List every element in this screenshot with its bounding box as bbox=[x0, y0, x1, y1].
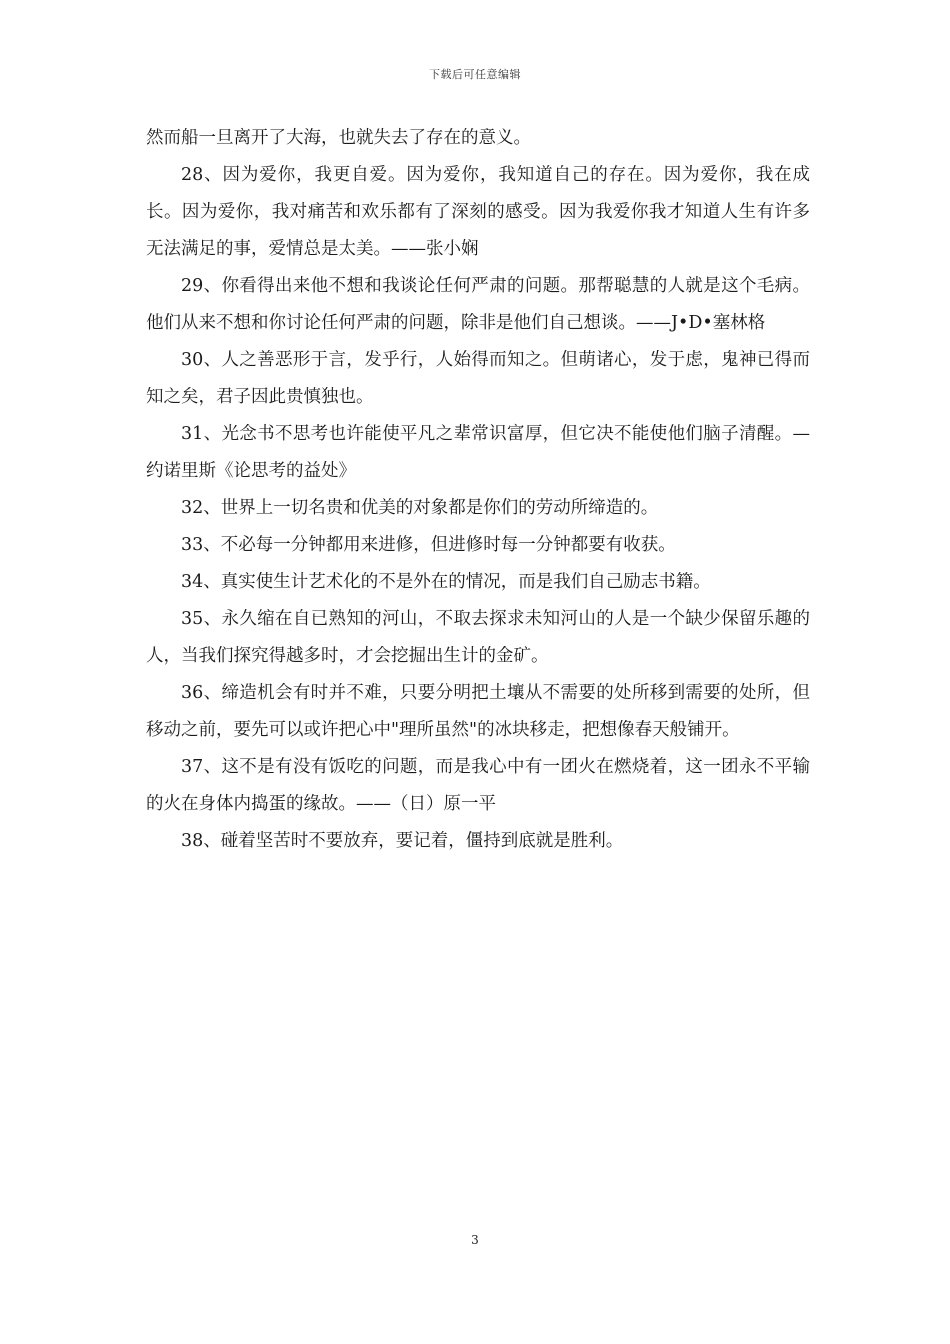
page-number: 3 bbox=[471, 1233, 479, 1247]
paragraph-34: 34、真实使生计艺术化的不是外在的情况，而是我们自己励志书籍。 bbox=[181, 572, 711, 592]
paragraph-38: 38、碰着坚苦时不要放弃，要记着，僵持到底就是胜利。 bbox=[181, 831, 624, 851]
paragraph-28: 28、因为爱你，我更自爱。因为爱你，我知道自己的存在。因为爱你，我在成长。因为爱你，我对痛苦和欢乐都有了深刻的感受。因为我爱你我才知道人生有许多无法满足的事，爱情总是太美。——张小娴 bbox=[146, 165, 810, 259]
paragraph-32: 32、世界上一切名贵和优美的对象都是你们的劳动所缔造的。 bbox=[181, 498, 659, 518]
paragraph-31: 31、光念书不思考也许能使平凡之辈常识富厚，但它决不能使他们脑子清醒。—约诺里斯《论思考的益处》 bbox=[146, 424, 810, 481]
paragraph-35: 35、永久缩在自已熟知的河山，不取去探求未知河山的人是一个缺少保留乐趣的人，当我们探究得越多时，才会挖掘出生计的金矿。 bbox=[146, 609, 810, 666]
paragraph-continuation: 然而船一旦离开了大海，也就失去了存在的意义。 bbox=[146, 128, 531, 148]
document-body bbox=[146, 120, 810, 860]
paragraph-33: 33、不必每一分钟都用来进修，但进修时每一分钟都要有收获。 bbox=[181, 535, 676, 555]
paragraph-30: 30、人之善恶形于言，发乎行，人始得而知之。但萌诸心，发于虑，鬼神已得而知之矣，君子因此贵慎独也。 bbox=[146, 350, 810, 407]
paragraph-36: 36、缔造机会有时并不难，只要分明把土壤从不需要的处所移到需要的处所，但移动之前，要先可以或许把心中"理所虽然"的冰块移走，把想像春天般铺开。 bbox=[146, 683, 810, 740]
paragraph-37: 37、这不是有没有饭吃的问题，而是我心中有一团火在燃烧着，这一团永不平输的火在身体内捣蛋的缘故。——（日）原一平 bbox=[146, 757, 810, 814]
page-header: 下载后可任意编辑 bbox=[429, 68, 521, 81]
paragraph-29: 29、你看得出来他不想和我谈论任何严肃的问题。那帮聪慧的人就是这个毛病。他们从来不想和你讨论任何严肃的问题，除非是他们自己想谈。——J•D•塞林格 bbox=[146, 276, 810, 333]
